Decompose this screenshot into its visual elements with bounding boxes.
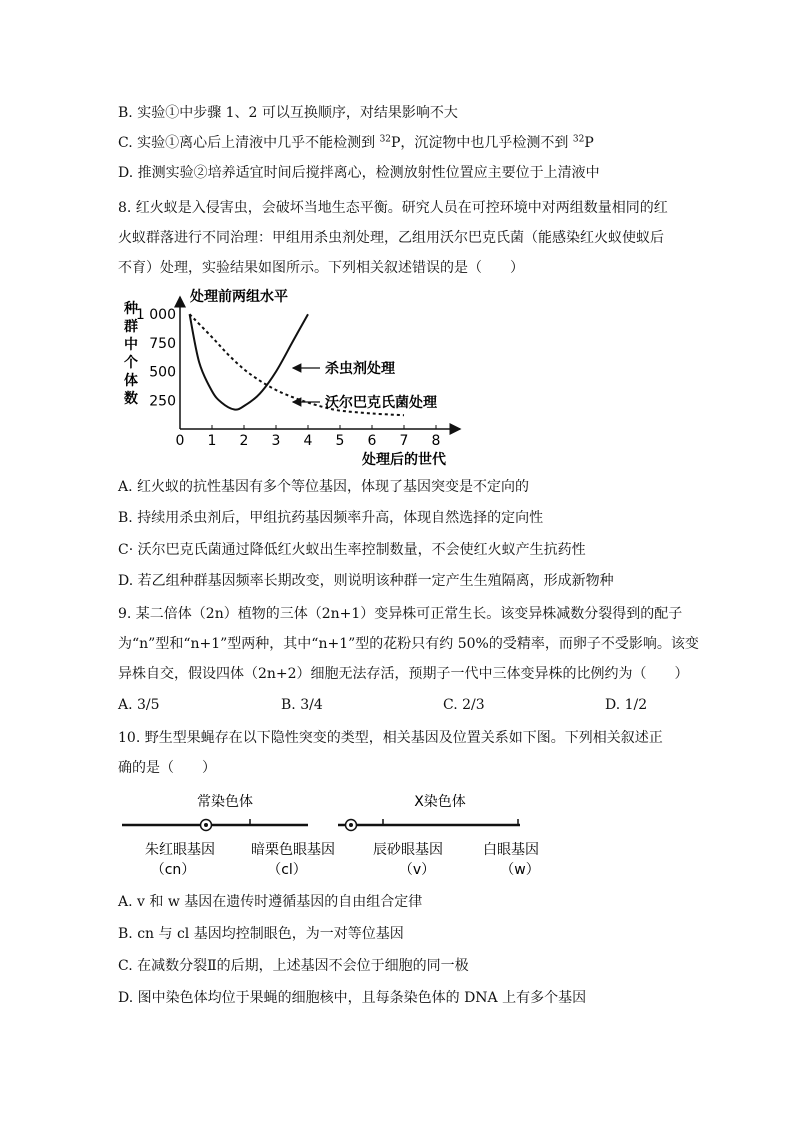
q7-option-d: D. 推测实验②培养适宜时间后搅拌离心，检测放射性位置应主要位于上清液中 bbox=[118, 165, 600, 181]
y-label-char: 体 bbox=[124, 373, 138, 389]
q8-stem-line1: 8. 红火蚁是入侵害虫，会破坏当地生态平衡。研究人员在可控环境中对两组数量相同的红 bbox=[118, 200, 668, 216]
x-tick-label: 5 bbox=[335, 433, 345, 449]
gene-v-name: 辰砂眼基因 bbox=[373, 842, 443, 858]
q8-option-d: D. 若乙组种群基因频率长期改变，则说明该种群一定产生生殖隔离，形成新物种 bbox=[118, 573, 614, 589]
x-tick-label: 8 bbox=[431, 433, 441, 449]
x-centromere-dot bbox=[349, 823, 353, 827]
x-tick-label: 1 bbox=[207, 433, 217, 449]
x-tick-label: 7 bbox=[399, 433, 409, 449]
gene-w-name: 白眼基因 bbox=[483, 842, 539, 858]
q7-option-c: C. 实验①离心后上清液中几乎不能检测到 $^{32}$P，沉淀物中也几乎检测不到 $^{32}$P bbox=[118, 134, 594, 151]
q9-stem-line2: 为“n”型和“n+1”型两种，其中“n+1”型的花粉只有约 50%的受精率，而卵子不受影响。该变 bbox=[118, 636, 699, 652]
y-ticks bbox=[136, 307, 176, 409]
q9-option-d: D. 1/2 bbox=[605, 697, 648, 713]
gene-w-symbol: （w） bbox=[500, 862, 540, 878]
gene-cn-symbol: （cn） bbox=[150, 862, 196, 878]
population-chart bbox=[115, 285, 475, 470]
gene-cl-symbol: （cl） bbox=[267, 862, 307, 878]
q8-option-c: C· 沃尔巴克氏菌通过降低红火蚁出生率控制数量，不会使红火蚁产生抗药性 bbox=[118, 542, 586, 558]
q10-stem-line2: 确的是（ ） bbox=[118, 760, 216, 776]
y-tick-label: 250 bbox=[149, 393, 176, 410]
x-tick-label: 2 bbox=[239, 433, 249, 449]
y-label-char: 种 bbox=[124, 301, 138, 317]
x-chromosome-label: X染色体 bbox=[414, 794, 466, 810]
y-tick-label: 500 bbox=[149, 364, 176, 381]
y-label-char: 数 bbox=[124, 391, 138, 407]
series-insecticide-label: 杀虫剂处理 bbox=[325, 361, 395, 377]
gene-v-symbol: （v） bbox=[398, 862, 436, 878]
gene-cn-name: 朱红眼基因 bbox=[145, 842, 215, 858]
x-tick-label: 6 bbox=[367, 433, 377, 449]
chromosome-diagram bbox=[115, 788, 555, 878]
q8-stem-line2: 火蚁群落进行不同治理：甲组用杀虫剂处理，乙组用沃尔巴克氏菌（能感染红火蚁使蚁后 bbox=[118, 230, 664, 246]
gene-cl-name: 暗栗色眼基因 bbox=[251, 842, 335, 858]
q9-option-c: C. 2/3 bbox=[443, 697, 485, 713]
autosome-centromere-dot bbox=[204, 823, 208, 827]
y-label-char: 个 bbox=[124, 355, 138, 371]
x-tick-label: 3 bbox=[271, 433, 281, 449]
q10-stem-line1: 10. 野生型果蝇存在以下隐性突变的类型，相关基因及位置关系如下图。下列相关叙述正 bbox=[118, 730, 663, 746]
q10-option-a: A. v 和 w 基因在遗传时遵循基因的自由组合定律 bbox=[118, 894, 423, 910]
q8-option-a: A. 红火蚁的抗性基因有多个等位基因，体现了基因突变是不定向的 bbox=[118, 479, 530, 495]
series-wolbachia-label: 沃尔巴克氏菌处理 bbox=[325, 395, 437, 411]
q7-option-b: B. 实验①中步骤 1、2 可以互换顺序，对结果影响不大 bbox=[118, 105, 458, 121]
y-label-char: 群 bbox=[124, 319, 138, 335]
q9-option-a: A. 3/5 bbox=[118, 697, 160, 713]
x-tick-label: 4 bbox=[303, 433, 313, 449]
autosome-label: 常染色体 bbox=[197, 794, 253, 810]
q8-option-b: B. 持续用杀虫剂后，甲组抗药基因频率升高，体现自然选择的定向性 bbox=[118, 510, 544, 526]
chart-title: 处理前两组水平 bbox=[190, 289, 288, 305]
y-label-char: 中 bbox=[124, 337, 138, 353]
q9-stem-line1: 9. 某二倍体（2n）植物的三体（2n+1）变异株可正常生长。该变异株减数分裂得到的配子 bbox=[118, 606, 683, 622]
q9-option-b: B. 3/4 bbox=[281, 697, 323, 713]
q8-stem-line3: 不育）处理，实验结果如图所示。下列相关叙述错误的是（ ） bbox=[118, 260, 524, 276]
series-insecticide-line bbox=[190, 314, 308, 409]
q10-option-c: C. 在减数分裂Ⅱ的后期，上述基因不会位于细胞的同一极 bbox=[118, 958, 469, 974]
q10-option-d: D. 图中染色体均位于果蝇的细胞核中，且每条染色体的 DNA 上有多个基因 bbox=[118, 990, 587, 1006]
q10-option-b: B. cn 与 cl 基因均控制眼色，为一对等位基因 bbox=[118, 926, 404, 942]
x-axis-label: 处理后的世代 bbox=[362, 452, 446, 468]
x-tick-label: 0 bbox=[175, 433, 185, 449]
q9-stem-line3: 异株自交，假设四体（2n+2）细胞无法存活，预期子一代中三体变异株的比例约为（ ） bbox=[118, 666, 689, 682]
y-tick-label: 750 bbox=[149, 335, 176, 352]
y-tick-label: 1 000 bbox=[135, 307, 176, 324]
